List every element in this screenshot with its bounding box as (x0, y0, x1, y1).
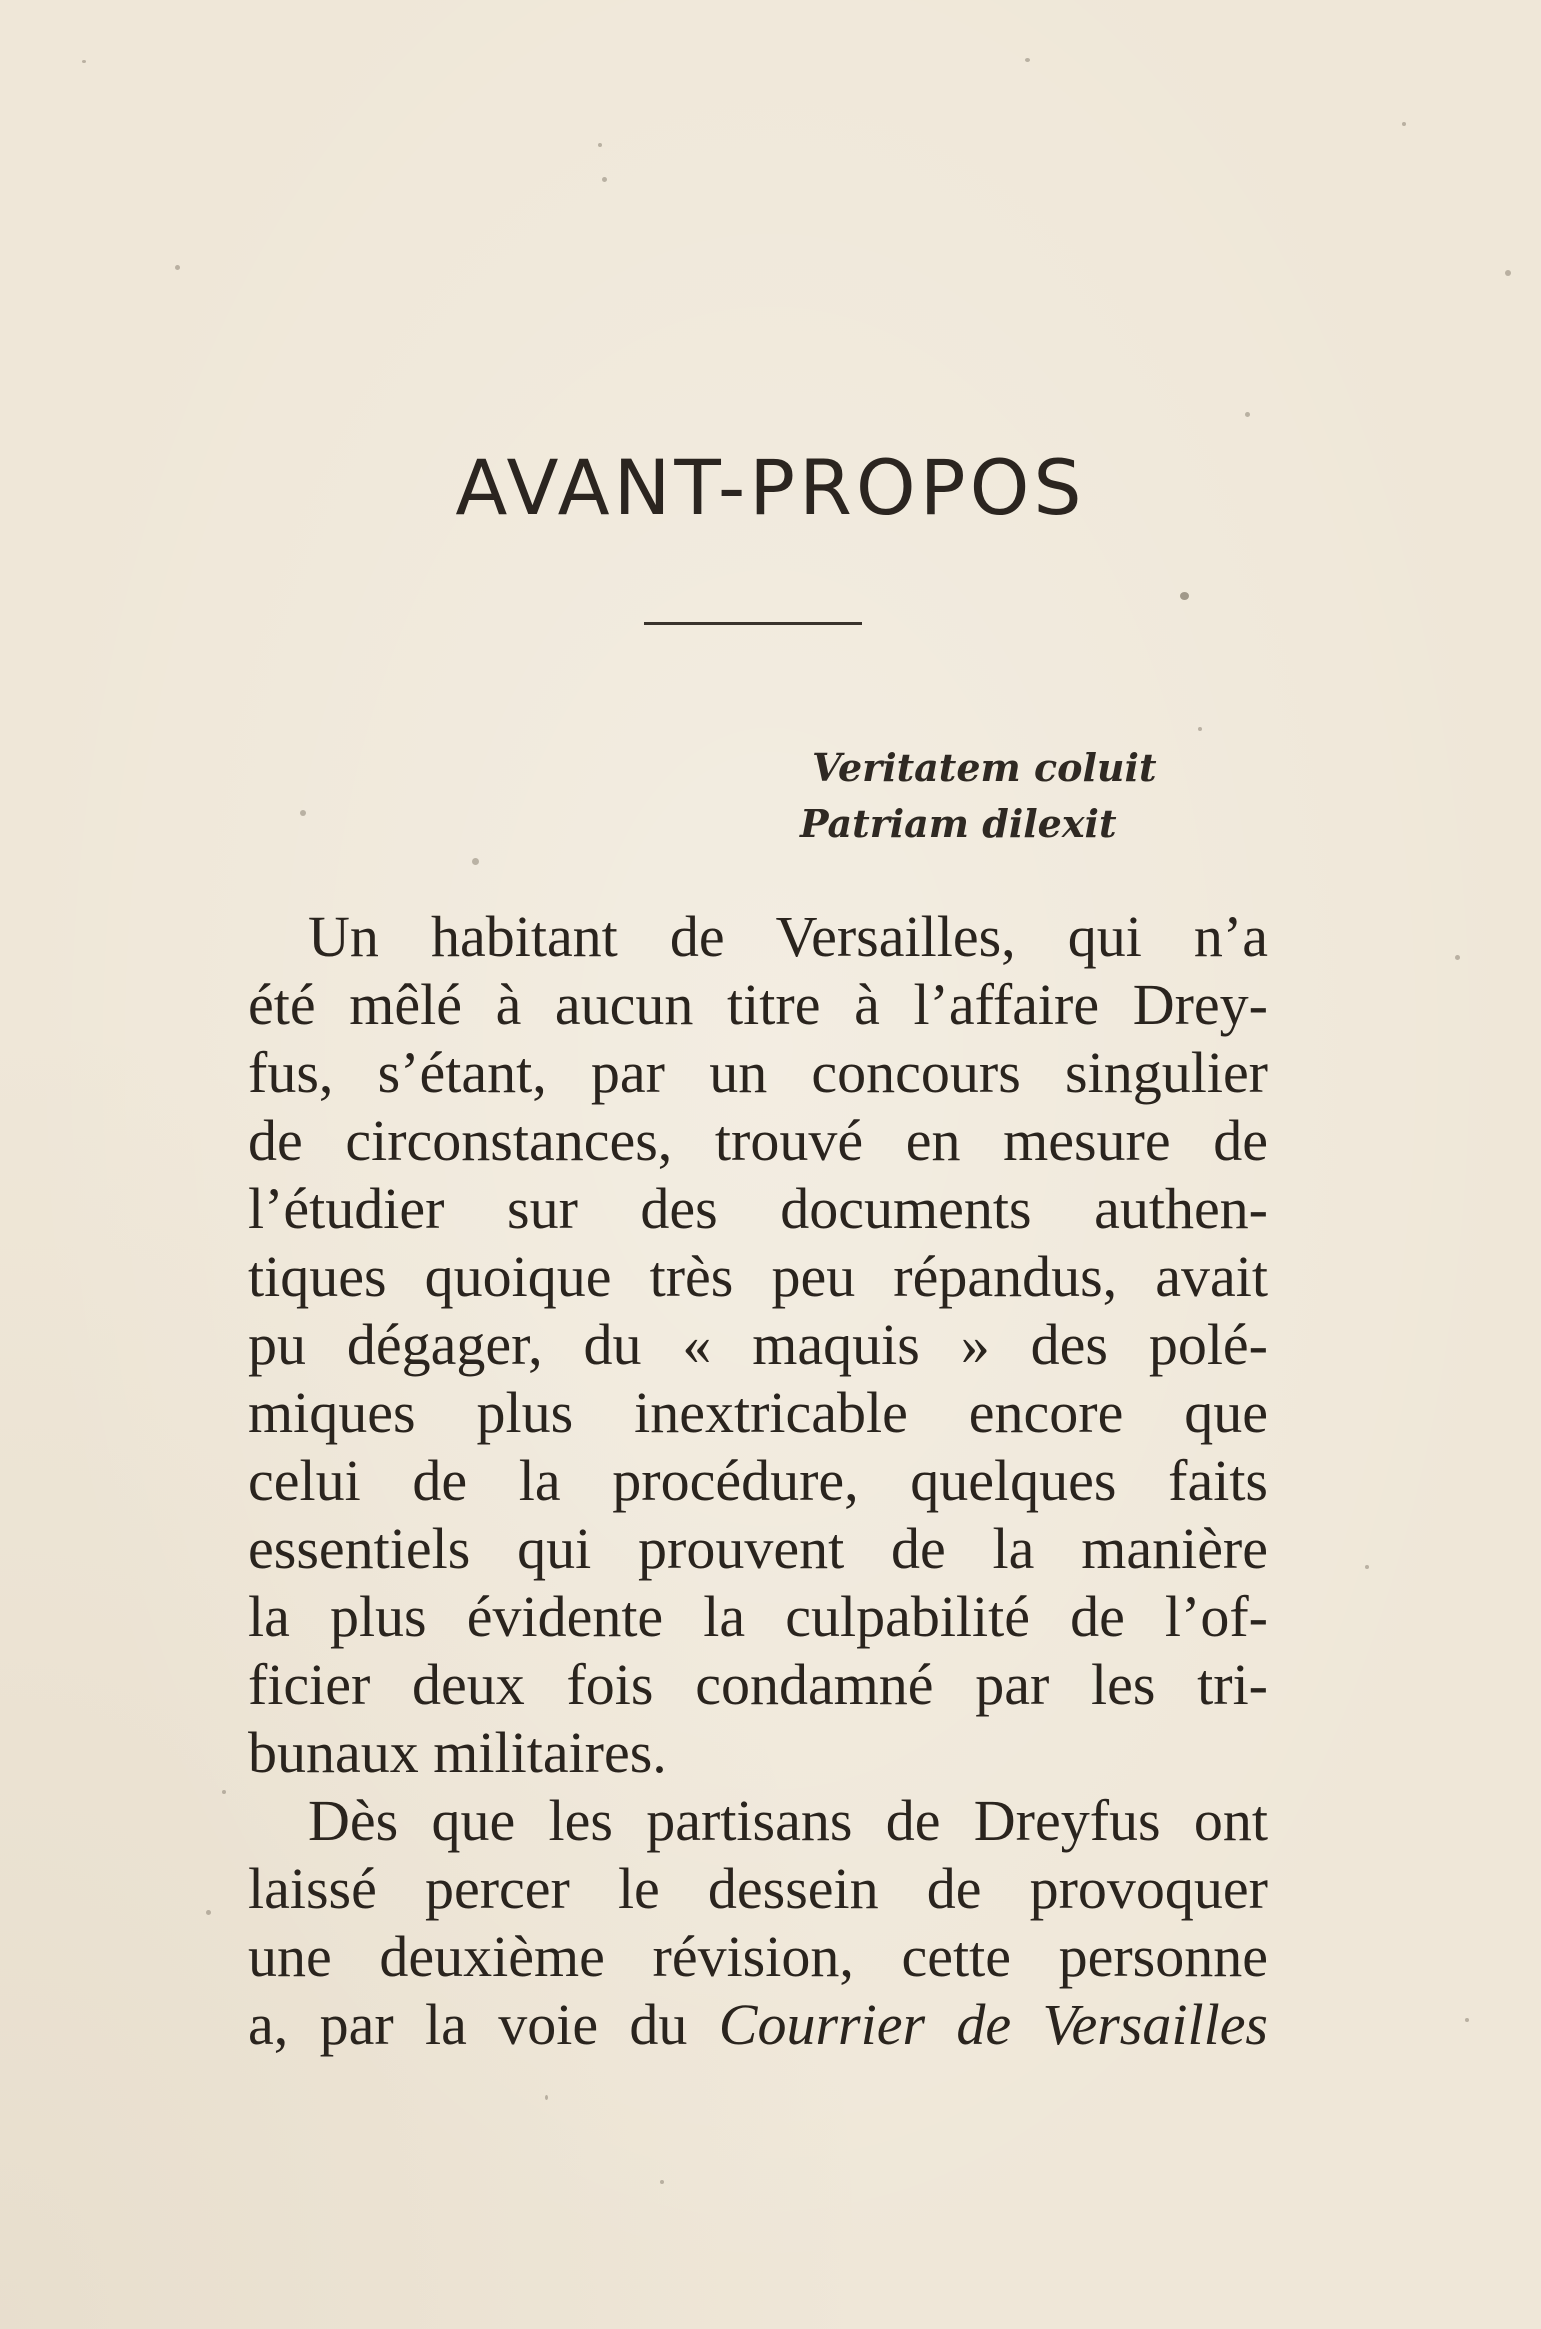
paper-speck (472, 858, 479, 865)
text-line: été mêlé à aucun titre à l’affaire Drey- (248, 972, 1268, 1037)
newspaper-title: Courrier de Versailles (718, 1992, 1269, 2057)
paper-speck (1465, 2018, 1469, 2022)
text-line: celui de la procédure, quelques faits (248, 1448, 1268, 1513)
paper-speck (660, 2180, 664, 2184)
text-fragment: a, par la voie du (248, 1992, 719, 2057)
paper-speck (175, 265, 180, 270)
paper-speck (1455, 955, 1460, 960)
paper-speck (1505, 270, 1511, 276)
paper-speck (545, 2095, 548, 2100)
epigraph-line: Patriam dilexit (800, 801, 1117, 846)
paper-speck (598, 143, 602, 147)
text-line: tiques quoique très peu répandus, avait (248, 1244, 1268, 1309)
paragraph-1 (248, 903, 1268, 1787)
paper-speck (1245, 412, 1250, 417)
text-line: Dès que les partisans de Dreyfus ont (308, 1788, 1268, 1853)
paper-speck (222, 1790, 226, 1794)
paragraph-2 (248, 1787, 1268, 2059)
paper-speck (1025, 58, 1030, 62)
paper-speck (602, 177, 607, 182)
text-line: pu dégager, du « maquis » des polé- (248, 1312, 1268, 1377)
text-line: de circonstances, trouvé en mesure de (248, 1108, 1268, 1173)
text-line: laissé percer le dessein de provoquer (248, 1856, 1268, 1921)
paper-speck (300, 810, 306, 816)
page-title: AVANT-PROPOS (455, 443, 1086, 532)
text-line: Un habitant de Versailles, qui n’a (308, 904, 1268, 969)
text-line: ficier deux fois condamné par les tri- (248, 1652, 1268, 1717)
text-line: une deuxième révision, cette personne (248, 1924, 1268, 1989)
text-line: la plus évidente la culpabilité de l’of- (248, 1584, 1268, 1649)
epigraph-line: Veritatem coluit (812, 745, 1157, 790)
epigraph (800, 740, 1300, 852)
paper-speck (1402, 122, 1406, 126)
text-line: essentiels qui prouvent de la manière (248, 1516, 1268, 1581)
text-line: bunaux militaires. (248, 1720, 667, 1785)
text-line: fus, s’étant, par un concours singulier (248, 1040, 1268, 1105)
text-line: l’étudier sur des documents authen- (248, 1176, 1268, 1241)
paper-speck (1180, 592, 1189, 600)
paper-speck (1198, 727, 1202, 731)
body-text (248, 903, 1268, 2059)
paper-speck (1365, 1565, 1369, 1569)
text-line-mixed (248, 1991, 1268, 2059)
paper-speck (206, 1910, 211, 1915)
title-divider (644, 622, 862, 625)
paper-speck (82, 60, 86, 63)
text-line: miques plus inextricable encore que (248, 1380, 1268, 1445)
